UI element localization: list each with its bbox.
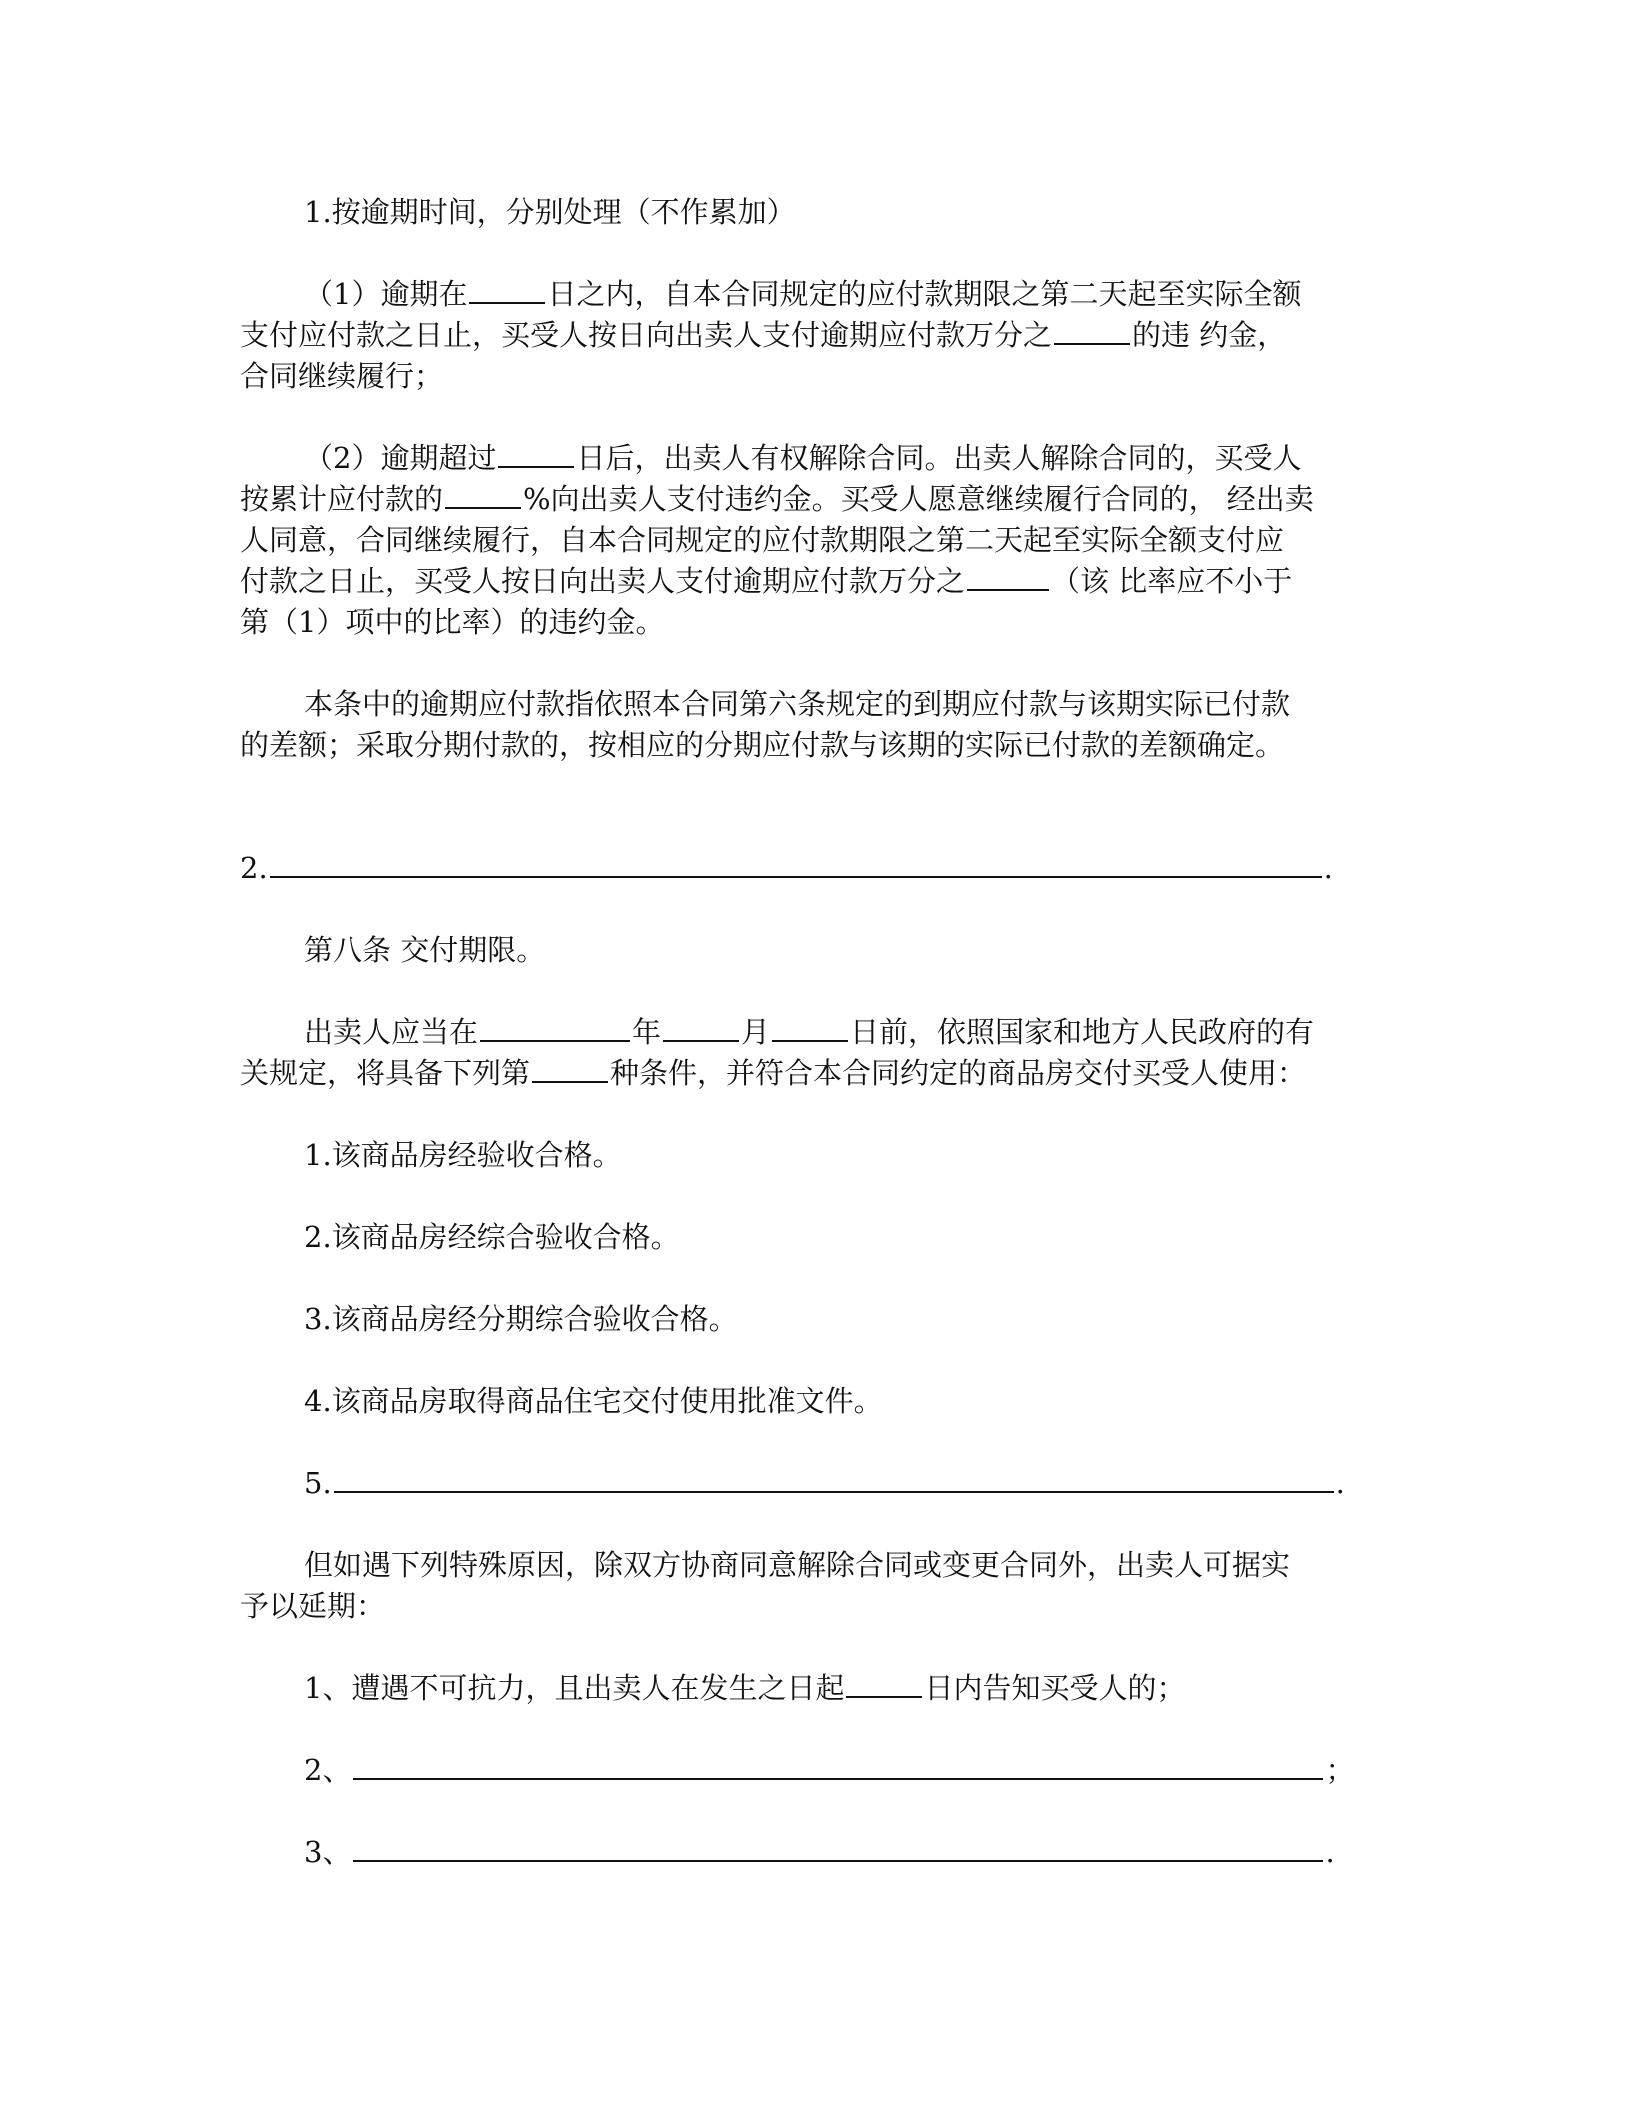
blank-condition-5 xyxy=(334,1463,1334,1493)
blank-notice-days xyxy=(846,1668,922,1698)
condition-5-blank-line: 5. . xyxy=(304,1463,1464,1504)
condition-4: 4.该商品房取得商品住宅交付使用批准文件。 xyxy=(304,1384,883,1418)
clause-1-2-line-3: 人同意，合同继续履行，自本合同规定的应付款期限之第二天起至实际全额支付应 xyxy=(240,523,1285,557)
blank-day xyxy=(772,1012,848,1042)
blank-clause-2 xyxy=(270,848,1322,878)
blank-rate-1 xyxy=(1054,315,1130,345)
clause-1-2-line-1: （2）逾期超过 日后，出卖人有权解除合同。出卖人解除合同的，买受人 xyxy=(304,438,1464,479)
blank-days-within xyxy=(469,274,545,304)
clause-2-blank-line: 2. . xyxy=(240,848,1400,889)
blank-year xyxy=(480,1012,630,1042)
blank-reason-2 xyxy=(353,1750,1323,1780)
clause-1-1-line-1: （1）逾期在 日之内，自本合同规定的应付款期限之第二天起至实际全额 xyxy=(304,274,1464,315)
blank-reason-3 xyxy=(353,1832,1323,1862)
blank-condition-number xyxy=(532,1053,608,1083)
clause-1-2-line-5: 第（1）项中的比率）的违约金。 xyxy=(240,605,665,639)
clause-1-1-line-3: 合同继续履行； xyxy=(240,359,444,393)
definition-line-2: 的差额；采取分期付款的，按相应的分期应付款与该期的实际已付款的差额确定。 xyxy=(240,728,1285,762)
condition-3: 3.该商品房经分期综合验收合格。 xyxy=(304,1302,738,1336)
article-8-title: 第八条 交付期限。 xyxy=(304,933,546,967)
exception-line-2: 予以延期： xyxy=(240,1589,386,1623)
blank-month xyxy=(663,1012,739,1042)
clause-1-heading: 1.按逾期时间，分别处理（不作累加） xyxy=(304,195,796,229)
reason-3-blank-line: 3、 . xyxy=(304,1832,1464,1873)
reason-2-blank-line: 2、 ； xyxy=(304,1750,1464,1791)
delivery-line-1: 出卖人应当在 年 月 日前，依照国家和地方人民政府的有 xyxy=(304,1012,1464,1053)
exception-line-1: 但如遇下列特殊原因，除双方协商同意解除合同或变更合同外，出卖人可据实 xyxy=(304,1548,1291,1582)
blank-rate-2 xyxy=(967,561,1049,591)
reason-1: 1、遭遇不可抗力，且出卖人在发生之日起 日内告知买受人的； xyxy=(304,1668,1464,1709)
condition-1: 1.该商品房经验收合格。 xyxy=(304,1138,622,1172)
definition-line-1: 本条中的逾期应付款指依照本合同第六条规定的到期应付款与该期实际已付款 xyxy=(304,687,1291,721)
clause-1-2-line-4: 付款之日止，买受人按日向出卖人支付逾期应付款万分之 （该 比率应不小于 xyxy=(240,561,1400,602)
delivery-line-2: 关规定，将具备下列第 种条件，并符合本合同约定的商品房交付买受人使用： xyxy=(240,1053,1400,1094)
condition-2: 2.该商品房经综合验收合格。 xyxy=(304,1220,680,1254)
clause-1-1-line-2: 支付应付款之日止，买受人按日向出卖人支付逾期应付款万分之 的违 约金， xyxy=(240,315,1400,356)
blank-percent xyxy=(445,479,521,509)
clause-1-2-line-2: 按累计应付款的 %向出卖人支付违约金。买受人愿意继续履行合同的， 经出卖 xyxy=(240,479,1400,520)
blank-days-over xyxy=(498,438,574,468)
